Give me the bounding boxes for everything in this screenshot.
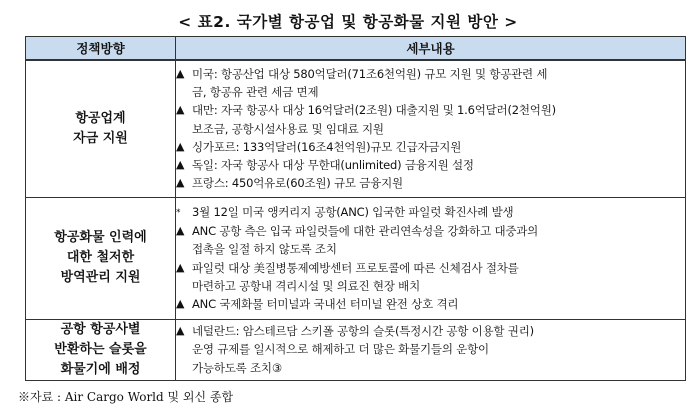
- detail-item: [176, 138, 685, 156]
- policy-category: [26, 319, 176, 380]
- detail-item: [176, 259, 685, 296]
- triangle-marker-icon: ▲: [176, 223, 185, 237]
- category-line: 자금 지원: [73, 130, 128, 146]
- detail-text: 3월 12일 미국 앵커리지 공항(ANC) 입국한 파일럿 확진사례 발생: [192, 204, 514, 219]
- detail-item: [176, 322, 685, 377]
- category-line: 화물기에 배정: [60, 361, 141, 377]
- policy-category: [26, 60, 176, 197]
- policy-details: [176, 319, 686, 380]
- header-row: [26, 37, 686, 61]
- policy-details: [176, 60, 686, 197]
- asterisk-marker: *: [176, 207, 181, 218]
- triangle-marker-icon: ▲: [176, 324, 185, 338]
- table-row: [26, 197, 686, 319]
- detail-text: 파일럿 대상 美질병통제예방센터 프로토콜에 따른 신체검사 절차를 마련하고 공항내 격리시설 및 의료진 현장 배치: [192, 260, 519, 293]
- triangle-marker-icon: ▲: [176, 176, 185, 190]
- table-row: [26, 60, 686, 197]
- detail-text: ANC 국제화물 터미널과 국내선 터미널 완전 상호 격리: [192, 297, 459, 312]
- detail-text: 미국: 항공산업 대상 580억달러(71조6천억원) 규모 지원 및 항공관련 세 금, 항공유 관련 세금 면제: [192, 66, 548, 99]
- category-line: 대한 철저한: [66, 250, 135, 265]
- triangle-marker-icon: ▲: [176, 139, 185, 153]
- category-line: 항공화물 인력에: [54, 230, 147, 245]
- header-policy: 정책방향: [26, 37, 176, 61]
- table-title: < 표2. 국가별 항공업 및 항공화물 지원 방안 >: [178, 13, 518, 31]
- category-line: 반환하는 슬롯을: [54, 341, 147, 357]
- table-row: [26, 319, 686, 380]
- detail-text: ANC 공항 측은 입국 파일럿들에 대한 관리연속성을 강화하고 대중과의 접촉을 일절 하지 않도록 조치: [192, 223, 539, 257]
- detail-item: [176, 295, 685, 313]
- detail-text: 싱가포르: 133억달러(16조4천억원)규모 긴급자금지원: [192, 139, 462, 154]
- triangle-marker-icon: ▲: [176, 260, 185, 274]
- detail-text: 독일: 자국 항공사 대상 무한대(unlimited) 금융지원 설정: [192, 158, 474, 173]
- detail-text: 대만: 자국 항공사 대상 16억달러(2조원) 대출지원 및 1.6억달러(2천억원) 보조금, 공항시설사용료 및 임대료 지원: [192, 103, 556, 136]
- detail-item: [176, 65, 685, 102]
- triangle-marker-icon: ▲: [176, 103, 185, 117]
- policy-details: [176, 197, 686, 319]
- triangle-marker-icon: ▲: [176, 66, 185, 80]
- detail-item: [176, 101, 685, 138]
- detail-item: [176, 222, 685, 259]
- detail-item: [176, 156, 685, 174]
- detail-item: [176, 174, 685, 192]
- policy-table: [25, 36, 686, 381]
- category-line: 방역관리 지원: [60, 270, 141, 285]
- detail-text: 네덜란드: 암스테르담 스키폴 공항의 슬롯(특정시간 공항 이용할 권리) 운영 규제를 일시적으로 해제하고 더 많은 화물기들의 운항이 가능하도록 조치③: [192, 324, 534, 375]
- triangle-marker-icon: ▲: [176, 297, 185, 311]
- category-line: 항공업계: [75, 110, 126, 126]
- detail-text: 프랑스: 450억유로(60조원) 규모 금융지원: [192, 176, 403, 191]
- policy-category: [26, 197, 176, 319]
- header-details: 세부내용: [176, 37, 686, 61]
- source-note: ※자료 : Air Cargo World 및 외신 종합: [18, 390, 234, 404]
- detail-item: [176, 203, 685, 222]
- category-line: 공항 항공사별: [60, 321, 141, 337]
- triangle-marker-icon: ▲: [176, 158, 185, 172]
